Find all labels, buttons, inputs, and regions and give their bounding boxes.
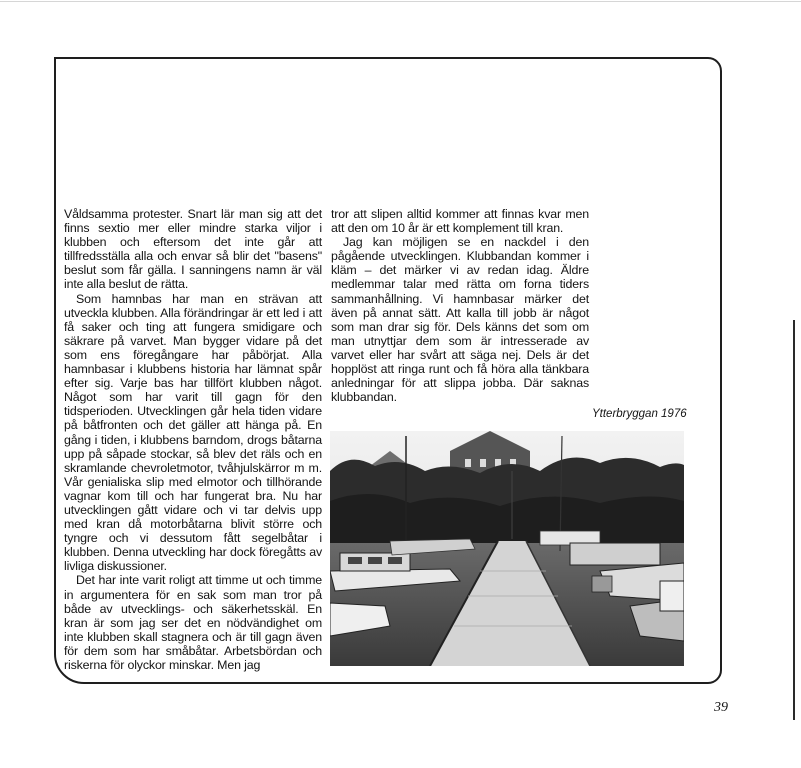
photo-caption: Ytterbryggan 1976 (592, 408, 687, 420)
paragraph: Det har inte varit roligt att timme ut och timme in argumentera för en sak som man tror på både av utvecklings- och säkerhetsskäl. En kran är som jag ser det en nödvändighet om inte klubben skall stagnera och är till gagn även för dem som har småbåtar. Arbetsbördan och riskerna för olyckor minskar. Men jag (64, 573, 322, 672)
paragraph: Jag kan möjligen se en nackdel i den pågående utvecklingen. Klubbandan kommer i kläm – det märker vi av redan idag. Äldre medlemmar talar med rätta om forna tiders sammanhållning. Vi hamnbasar märker det även på annat sätt. Att kalla till jobb är något som man drar sig för. Dels känns det som om man utnyttjar dem som är intresserade av varvet eller har svårt att säga nej. Dels är det hopplöst att ringa runt och få höra alla tänkbara anledningar för att slippa jobba. Där saknas klubbandan. (331, 235, 589, 405)
paragraph: tror att slipen alltid kommer att finnas kvar men att den om 10 år är ett komplement till kran. (331, 207, 589, 236)
harbor-photo (330, 431, 684, 666)
paragraph: Som hamnbas har man en strävan att utveckla klubben. Alla förändringar är ett led i att få saker och ting att fungera smidigare och säkrare på varvet. Man bygger vidare på det som ens föregångare har påbörjat. Alla hamnbasar i klubbens historia har lämnat spår efter sig. Varje bas har tillfört klubben något. Något som har varit till gagn för den tidsperioden. Utvecklingen går hela tiden vidare på båtfronten och det gäller att hänga på. En gång i tiden, i klubbens barndom, drogs båtarna upp på såpade stockar, så blev det räls och en skramlande chevroletmotor, tvåhjulskärror m m. Vår genialiska slip med elmotor och tillhörande vagnar kom till och har fungerat bra. Nu har utvecklingen gått vidare och vi tar delvis upp med kran då motorbåtarna blivit större och tyngre och vi dessutom fått segelbåtar i klubben. Denna utveckling har dock föregåtts av livliga diskussioner. (64, 291, 322, 574)
article-right-column (331, 207, 589, 404)
binding-edge (793, 320, 795, 720)
scan-edge (0, 1, 801, 2)
paragraph: Våldsamma protester. Snart lär man sig att det finns sextio mer eller mindre starka viljor i klubben och eftersom det inte går att tillfredsställa alla och envar så blir det "basens" beslut som får gälla. I sanningens namn är väl inte alla beslut de rätta. (64, 207, 322, 292)
article-left-column (64, 207, 322, 672)
page-number: 39 (714, 700, 728, 715)
